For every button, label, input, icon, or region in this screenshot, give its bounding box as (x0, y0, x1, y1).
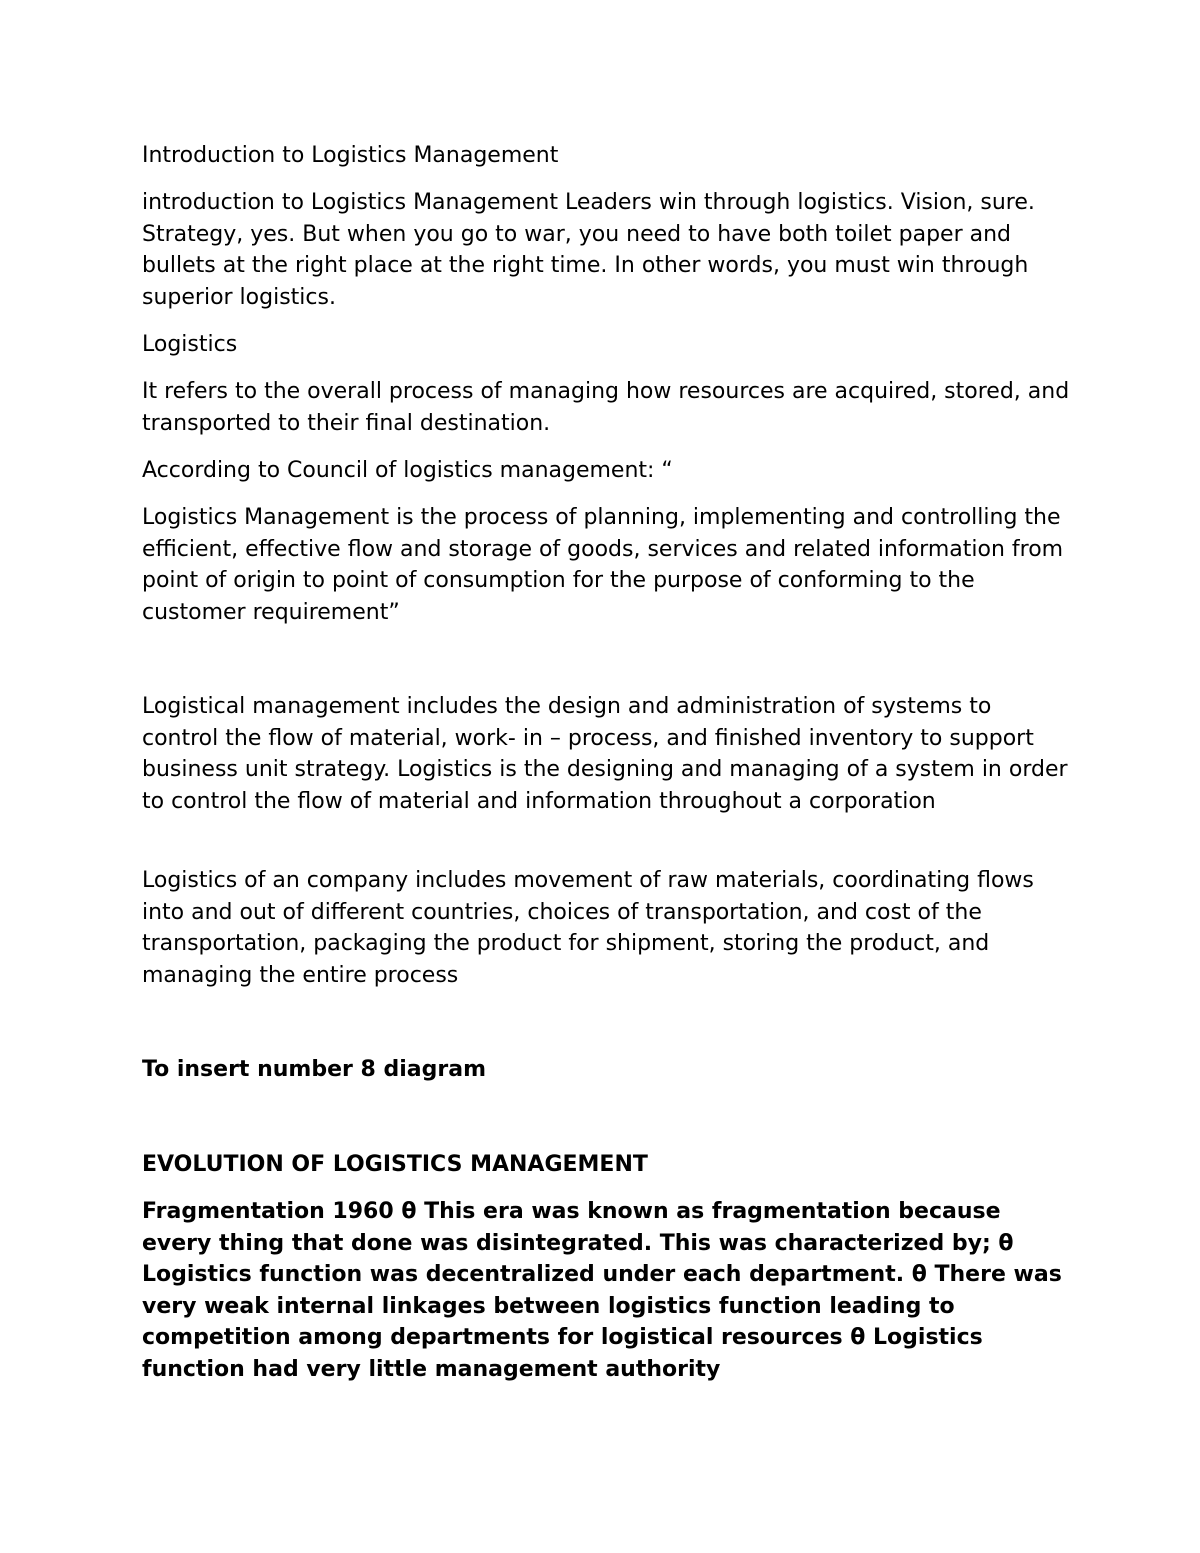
document-title: Introduction to Logistics Management (142, 143, 559, 168)
logistics-heading: Logistics (142, 332, 238, 357)
logistical-management-paragraph: Logistical management includes the design and administration of systems to control the flow of material, work- in – process, and finished inventory to support business unit strategy. Logistics is the designing and managing of a system in order to control the flow of material and information throughout a corporation (142, 694, 1068, 814)
intro-paragraph: introduction to Logistics Management Leaders win through logistics. Vision, sure. Strategy, yes. But when you go to war, you need to have both toilet paper and bullets at the right place at the right time. In other words, you must win through superior logistics. (142, 190, 1035, 310)
evolution-heading: EVOLUTION OF LOGISTICS MANAGEMENT (142, 1152, 648, 1177)
fragmentation-paragraph: Fragmentation 1960 θ This era was known as fragmentation because every thing that done was disintegrated. This was characterized by; θ Logistics function was decentralized under each department. θ There was very weak internal linkages between logistics function leading to competition among departments for logistical resources θ Logistics function had very little management authority (142, 1199, 1062, 1382)
council-definition-paragraph: Logistics Management is the process of planning, implementing and controlling the efficient, effective flow and storage of goods, services and related information from point of origin to point of consumption for the purpose of conforming to the customer requirement” (142, 505, 1064, 625)
company-logistics-paragraph: Logistics of an company includes movement of raw materials, coordinating flows into and out of different countries, choices of transportation, and cost of the transportation, packaging the product for shipment, storing the product, and managing the entire process (142, 868, 1034, 988)
diagram-note: To insert number 8 diagram (142, 1057, 486, 1082)
council-intro-paragraph: According to Council of logistics management: “ (142, 458, 673, 483)
logistics-definition-paragraph: It refers to the overall process of managing how resources are acquired, stored, and transported to their final destination. (142, 379, 1070, 436)
